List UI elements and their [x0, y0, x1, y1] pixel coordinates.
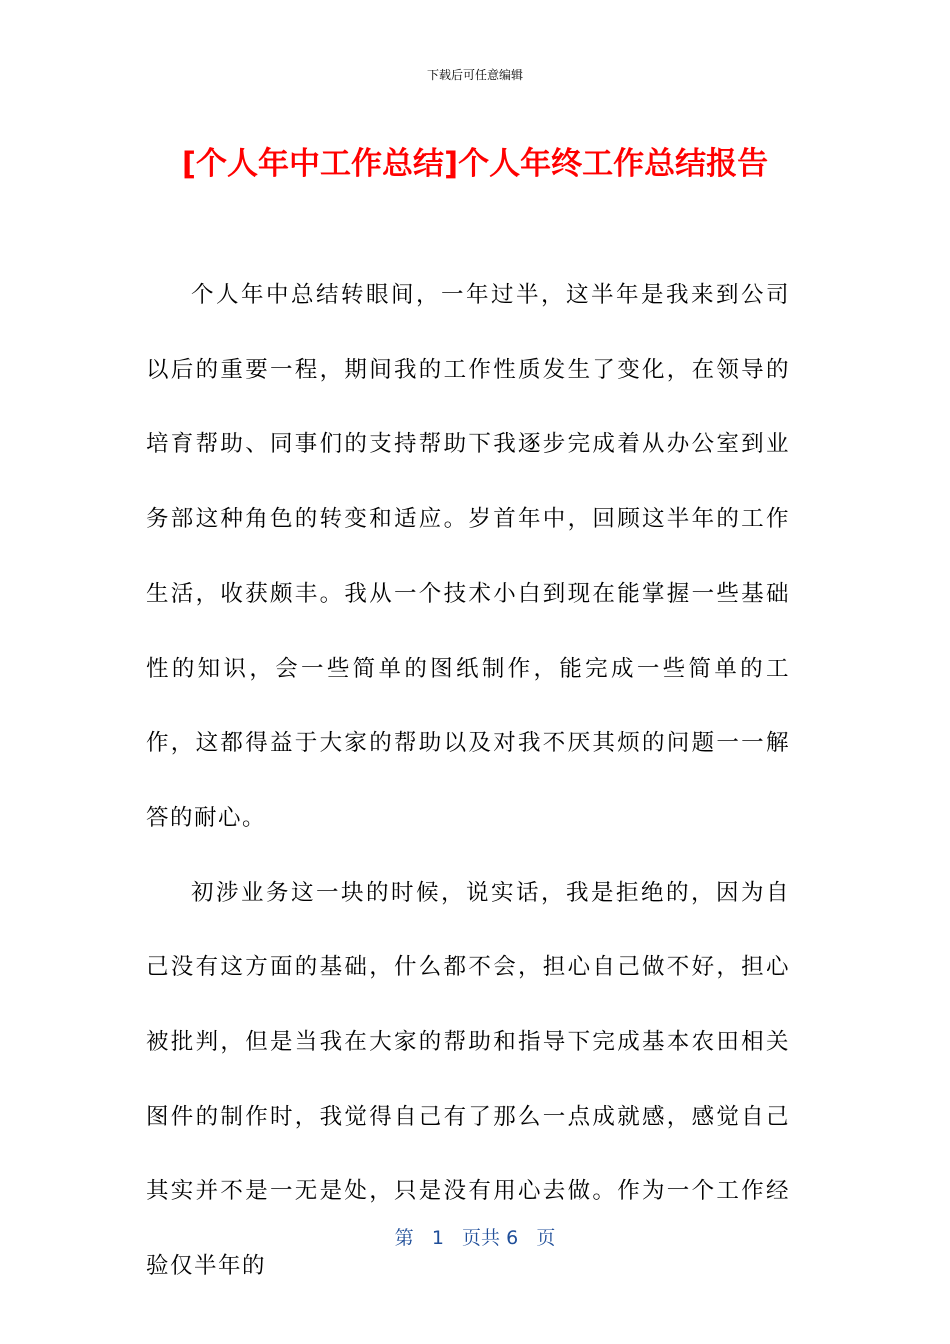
header-note: 下载后可任意编辑 [426, 68, 523, 82]
footer-suffix: 页 [536, 1227, 556, 1249]
footer-middle: 页共 [462, 1227, 501, 1249]
paragraph-1: 个人年中总结转眼间，一年过半，这半年是我来到公司以后的重要一程，期间我的工作性质发生了变化，在领导的培育帮助、同事们的支持帮助下我逐步完成着从办公室到业务部这种角色的转变和适应。岁首年中，回顾这半年的工作生活，收获颇丰。我从一个技术小白到现在能掌握一些基础性的知识，会一些简单的图纸制作，能完成一些简单的工作，这都得益于大家的帮助以及对我不厌其烦的问题一一解答的耐心。 [146, 282, 790, 831]
footer-total-pages: 6 [506, 1227, 519, 1249]
footer-prefix: 第 [394, 1227, 414, 1249]
page-footer [0, 1224, 950, 1252]
document-body [146, 258, 790, 1304]
footer-current-page: 1 [431, 1227, 444, 1249]
document-title: [个人年中工作总结]个人年终工作总结报告 [181, 146, 769, 182]
paragraph-2: 初涉业务这一块的时候，说实话，我是拒绝的，因为自己没有这方面的基础，什么都不会，担心自己做不好，担心被批判，但是当我在大家的帮助和指导下完成基本农田相关图件的制作时，我觉得自己有了那么一点成就感，感觉自己其实并不是一无是处，只是没有用心去做。作为一个工作经验仅半年的 [146, 879, 790, 1280]
